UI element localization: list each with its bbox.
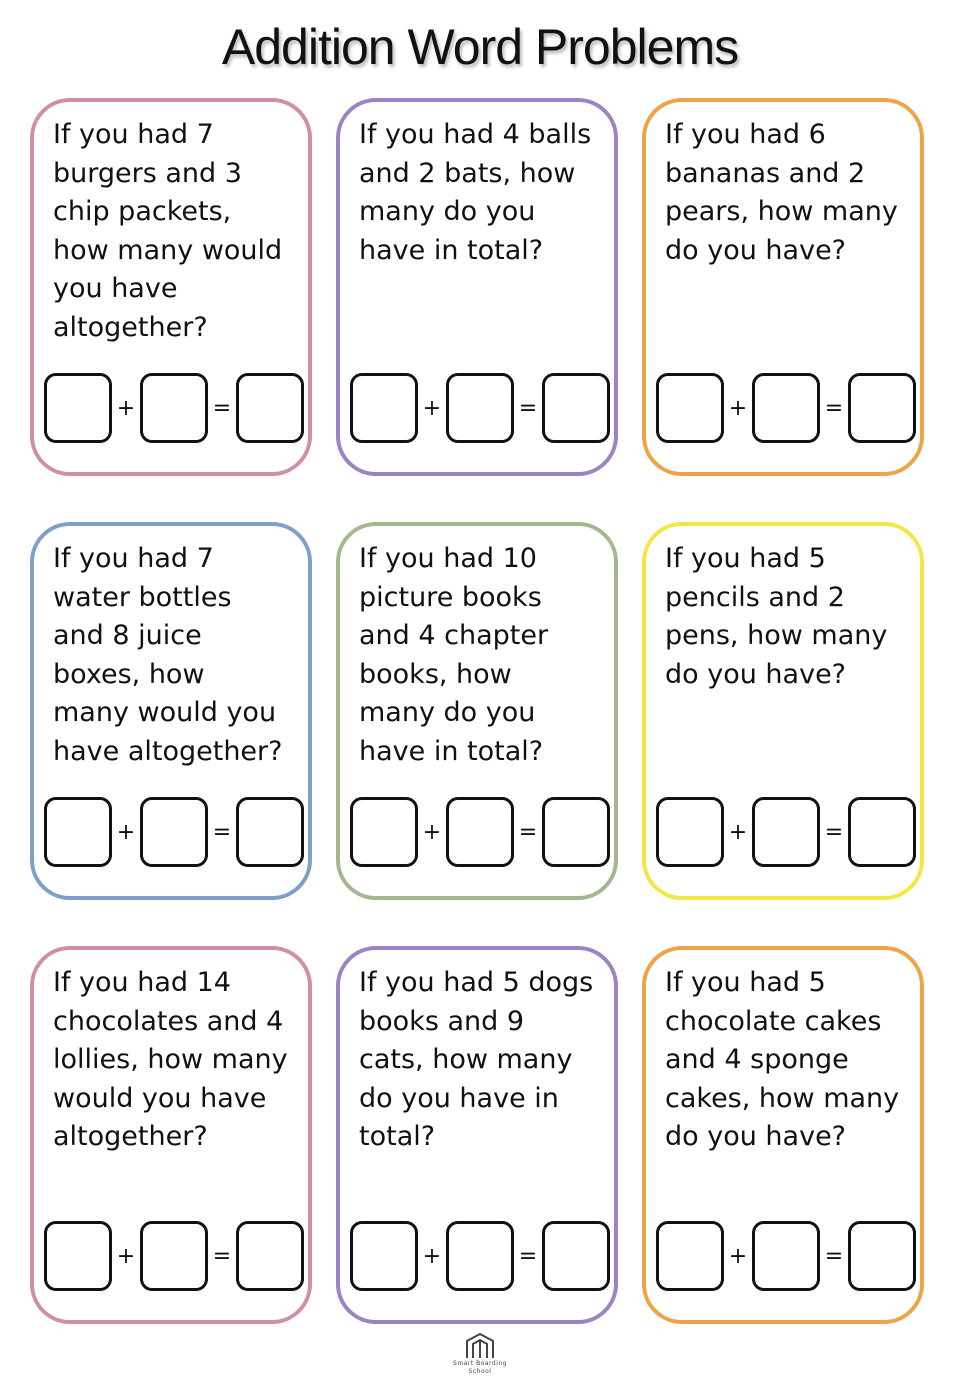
answer-box-sum[interactable] xyxy=(236,1221,304,1291)
question-text: If you had 5 chocolate cakes and 4 sponge cakes, how many do you have? xyxy=(665,967,900,1152)
plus-sign: + xyxy=(422,395,442,421)
answer-box-sum[interactable] xyxy=(542,1221,610,1291)
equals-sign: = xyxy=(518,819,538,845)
question-text: If you had 14 chocolates and 4 lollies, how many would you have altogether? xyxy=(53,967,288,1152)
equals-sign: = xyxy=(212,819,232,845)
answer-box-addend-1[interactable] xyxy=(44,373,112,443)
question-text: If you had 6 bananas and 2 pears, how many do you have? xyxy=(665,119,898,266)
plus-sign: + xyxy=(422,819,442,845)
equation-row xyxy=(656,796,918,868)
school-logo xyxy=(440,1332,520,1376)
equals-sign: = xyxy=(212,395,232,421)
equals-sign: = xyxy=(824,395,844,421)
answer-box-addend-2[interactable] xyxy=(446,1221,514,1291)
problem-card-8 xyxy=(336,946,618,1324)
problem-card-1 xyxy=(30,98,312,476)
answer-box-addend-1[interactable] xyxy=(44,1221,112,1291)
question-text: If you had 4 balls and 2 bats, how many do you have in total? xyxy=(359,119,592,266)
answer-box-addend-2[interactable] xyxy=(446,373,514,443)
answer-box-sum[interactable] xyxy=(236,373,304,443)
answer-box-addend-2[interactable] xyxy=(446,797,514,867)
plus-sign: + xyxy=(116,395,136,421)
question-text: If you had 5 pencils and 2 pens, how many do you have? xyxy=(665,543,888,690)
answer-box-addend-1[interactable] xyxy=(44,797,112,867)
problem-card-9 xyxy=(642,946,924,1324)
plus-sign: + xyxy=(422,1243,442,1269)
question-text: If you had 7 water bottles and 8 juice boxes, how many would you have altogether? xyxy=(53,543,283,767)
equation-row xyxy=(44,1220,306,1292)
answer-box-addend-2[interactable] xyxy=(752,1221,820,1291)
question-text: If you had 7 burgers and 3 chip packets, how many would you have altogether? xyxy=(53,119,283,343)
answer-box-sum[interactable] xyxy=(542,797,610,867)
problem-card-3 xyxy=(642,98,924,476)
answer-box-sum[interactable] xyxy=(848,1221,916,1291)
answer-box-addend-2[interactable] xyxy=(752,797,820,867)
answer-box-addend-1[interactable] xyxy=(656,1221,724,1291)
problem-card-7 xyxy=(30,946,312,1324)
plus-sign: + xyxy=(116,1243,136,1269)
answer-box-addend-2[interactable] xyxy=(140,797,208,867)
equation-row xyxy=(350,372,612,444)
problem-card-6 xyxy=(642,522,924,900)
answer-box-addend-1[interactable] xyxy=(350,1221,418,1291)
answer-box-sum[interactable] xyxy=(236,797,304,867)
page-title: Addition Word Problems xyxy=(221,19,739,75)
answer-box-addend-2[interactable] xyxy=(140,373,208,443)
problem-card-2 xyxy=(336,98,618,476)
answer-box-addend-2[interactable] xyxy=(752,373,820,443)
answer-box-addend-1[interactable] xyxy=(350,373,418,443)
answer-box-addend-1[interactable] xyxy=(656,373,724,443)
equation-row xyxy=(44,796,306,868)
equals-sign: = xyxy=(212,1243,232,1269)
question-text: If you had 10 picture books and 4 chapter books, how many do you have in total? xyxy=(359,543,549,767)
problem-card-4 xyxy=(30,522,312,900)
problem-card-5 xyxy=(336,522,618,900)
equation-row xyxy=(44,372,306,444)
building-icon xyxy=(464,1332,496,1360)
equals-sign: = xyxy=(824,819,844,845)
plus-sign: + xyxy=(728,395,748,421)
equals-sign: = xyxy=(518,1243,538,1269)
equation-row xyxy=(350,796,612,868)
logo-text-line-2: School xyxy=(468,1368,492,1375)
equals-sign: = xyxy=(518,395,538,421)
question-text: If you had 5 dogs books and 9 cats, how many do you have in total? xyxy=(359,967,594,1152)
equation-row xyxy=(656,372,918,444)
logo-text-line-1: Smart Boarding xyxy=(453,1360,507,1367)
answer-box-addend-1[interactable] xyxy=(350,797,418,867)
plus-sign: + xyxy=(728,819,748,845)
answer-box-sum[interactable] xyxy=(542,373,610,443)
plus-sign: + xyxy=(116,819,136,845)
equation-row xyxy=(350,1220,612,1292)
equals-sign: = xyxy=(824,1243,844,1269)
plus-sign: + xyxy=(728,1243,748,1269)
answer-box-addend-2[interactable] xyxy=(140,1221,208,1291)
answer-box-addend-1[interactable] xyxy=(656,797,724,867)
answer-box-sum[interactable] xyxy=(848,373,916,443)
answer-box-sum[interactable] xyxy=(848,797,916,867)
equation-row xyxy=(656,1220,918,1292)
